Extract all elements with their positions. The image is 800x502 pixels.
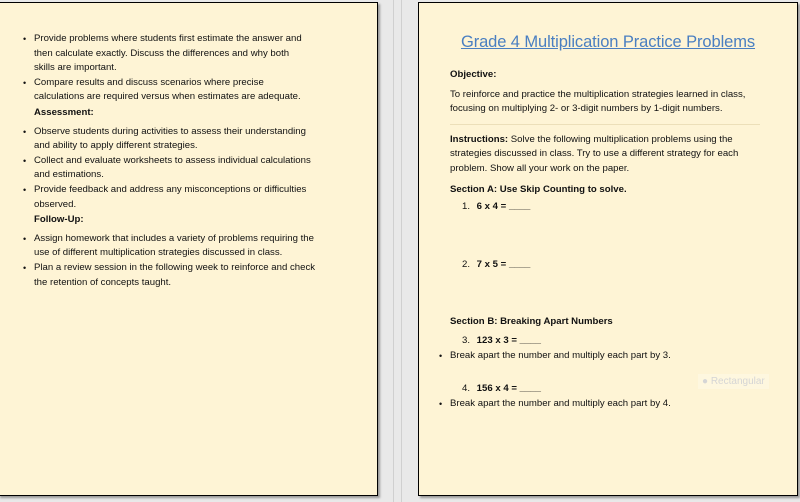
rectangular-shape-label[interactable]: ● Rectangular (698, 374, 769, 389)
instructions-paragraph (450, 133, 766, 177)
problem-text: 7 x 5 = ____ (476, 258, 531, 270)
section-divider (450, 124, 760, 125)
problem-3-hint-list (450, 349, 766, 364)
list-item: • Provide feedback and address any misconceptions or difficulties observed. (34, 183, 324, 212)
instructions-label: Instructions: (450, 133, 509, 145)
section-a-heading: Section A: Use Skip Counting to solve. (450, 183, 627, 195)
problem-text: 6 x 4 = ____ (476, 201, 531, 213)
problem-4-hint-list (450, 397, 766, 412)
problem-number: 3. (462, 334, 471, 346)
problem-2 (462, 258, 766, 273)
list-item: • Break apart the number and multiply each part by 4. (450, 397, 766, 412)
objective-text: To reinforce and practice the multiplication strategies learned in class, focusing on multiplying 2- or 3-digit numbers by 1-digit numbers. (450, 88, 746, 115)
list-item: • Observe students during activities to assess their understanding and ability to apply different strategies. (34, 125, 324, 154)
list-item: • Compare results and discuss scenarios where precise calculations are required versus when estimates are adequate. (34, 76, 304, 105)
follow-up-heading: Follow-Up: (34, 214, 84, 226)
page-gap-line-right (401, 0, 402, 502)
page-gap-line-left (393, 0, 394, 502)
estimation-sub-list (34, 32, 304, 105)
assessment-heading: Assessment: (34, 106, 94, 118)
list-item: • Collect and evaluate worksheets to assess individual calculations and estimations. (34, 154, 324, 183)
problem-3 (462, 334, 766, 349)
instructions-text: Solve the following multiplication problems using the strategies discussed in class. Try to use a different strategy for each problem. Show all your work on the paper. (450, 133, 739, 174)
problem-text: 123 x 3 = ____ (476, 334, 541, 346)
list-item: • Assign homework that includes a variety of problems requiring the use of different multiplication strategies discussed in class. (34, 232, 324, 261)
follow-up-list (34, 232, 324, 290)
objective-heading: Objective: (450, 69, 497, 80)
right-page-content (450, 33, 766, 411)
list-item: • Break apart the number and multiply each part by 3. (450, 349, 766, 364)
list-item: • Provide problems where students first estimate the answer and then calculate exactly. Discuss the differences and why both skills are important. (34, 32, 304, 76)
problem-number: 4. (462, 383, 471, 395)
problem-number: 1. (462, 201, 471, 213)
problem-text: 156 x 4 = ____ (476, 383, 541, 395)
shape-label-text: Rectangular (710, 376, 765, 387)
list-item: • Plan a review session in the following week to reinforce and check the retention of concepts taught. (34, 261, 324, 290)
problem-1 (462, 200, 766, 215)
assessment-list (34, 125, 324, 213)
left-page-content (34, 32, 354, 290)
document-title: Grade 4 Multiplication Practice Problems (460, 33, 756, 51)
problem-number: 2. (462, 258, 471, 270)
section-b-heading: Section B: Breaking Apart Numbers (450, 316, 613, 328)
